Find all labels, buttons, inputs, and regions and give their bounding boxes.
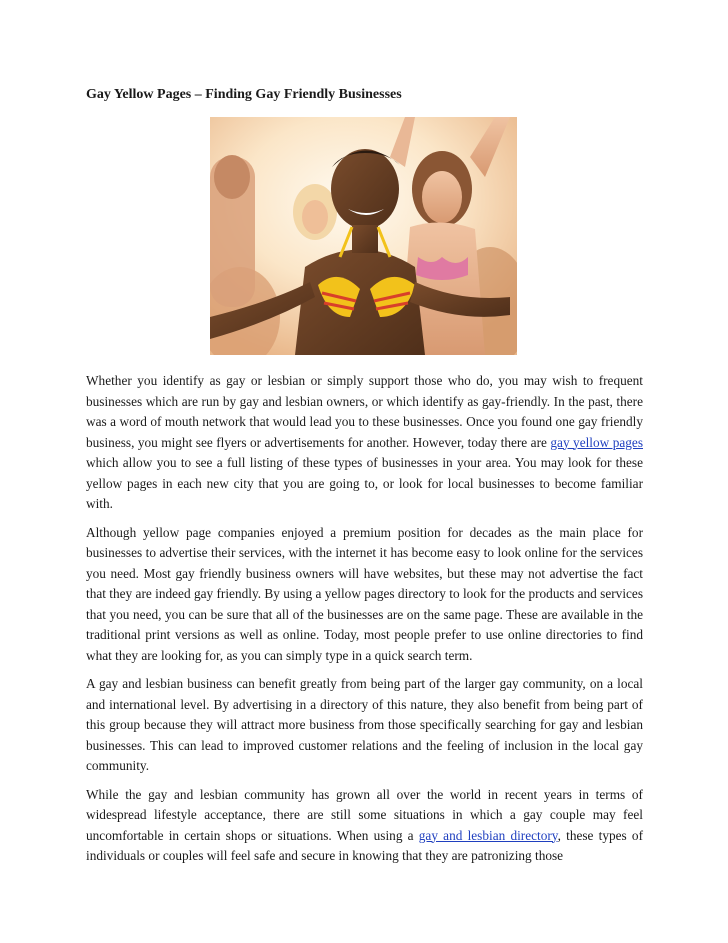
gay-and-lesbian-directory-link[interactable]: gay and lesbian directory [418,827,558,843]
paragraph-1-text-a: Whether you identify as gay or lesbian or simply support those who do, you may wish to frequent businesses which are run by gay and lesbian owners, or which identify as gay-friendly. In the past, there was a word of mouth network that would lead you to these businesses. Once you found one gay friendly business, you might see flyers or advertisements for another. However, today there are [86,373,643,450]
paragraph-4 [86,785,643,867]
paragraph-4-text-a: While the gay and lesbian community has grown all over the world in recent years in terms of widespread lifestyle acceptance, there are still some situations in which a gay couple may feel uncomfortable in certain shops or situations. When using a [86,786,643,843]
paragraph-3-text: A gay and lesbian business can benefit greatly from being part of the larger gay community, on a local and international level. By advertising in a directory of this nature, they also benefit from being part of this group because they will attract more business from those specifically searching for gay and lesbian businesses. This can lead to improved customer relations and the feeling of inclusion in the local gay community. [86,676,643,773]
beach-party-photo-icon [210,117,517,355]
gay-yellow-pages-link[interactable]: gay yellow pages [550,434,643,450]
paragraph-4-text-b: , these types of individuals or couples will feel safe and secure in knowing that they are patronizing those [86,827,643,863]
article-body [86,371,643,875]
paragraph-2 [86,523,643,667]
document-title: Gay Yellow Pages – Finding Gay Friendly Businesses [86,87,402,102]
article-photo [210,117,517,355]
paragraph-1-text-b: which allow you to see a full listing of these types of businesses in your area. You may look for these yellow pages in each new city that you are going to, or look for local businesses to become familiar with. [86,455,643,511]
paragraph-2-text: Although yellow page companies enjoyed a premium position for decades as the main place for businesses to advertise their services, with the internet it has become easy to look online for the services you need. Most gay friendly business owners will have websites, but these may not advertise the fact that they are indeed gay friendly. By using a yellow pages directory to look for the products and services that you need, you can be sure that all of the businesses are on the same page. These are available in the traditional print versions as well as online. Today, most people prefer to use online directories to find what they are looking for, as you can simply type in a quick search term. [86,524,643,663]
paragraph-3 [86,674,643,777]
paragraph-1 [86,371,643,515]
